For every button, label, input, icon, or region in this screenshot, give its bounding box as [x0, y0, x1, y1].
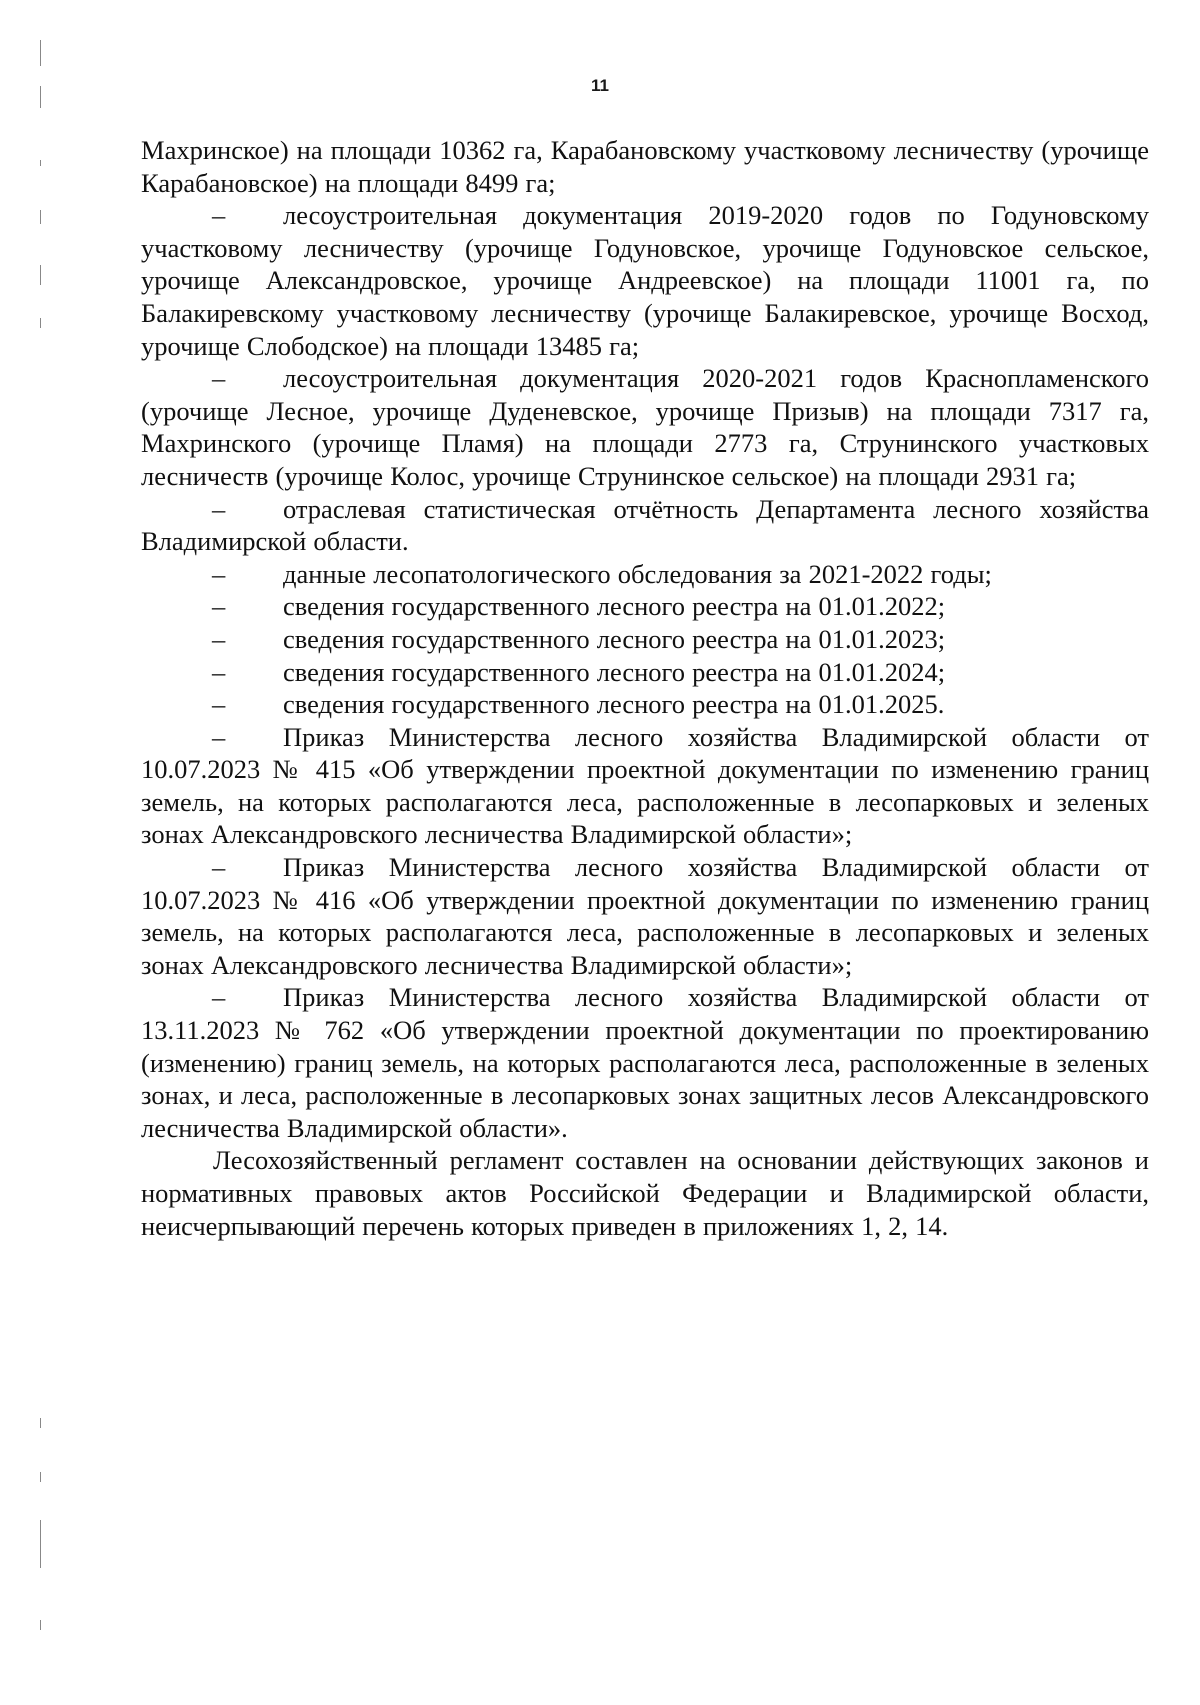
list-item — [141, 623, 1149, 656]
list-item-text: Приказ Министерства лесного хозяйства Владимирской области от 13.11.2023 № 762 «Об утверждении проектной документации по проектированию (изменению) границ земель, на которых располагаются леса, расположенные в зеленых зонах, и леса, расположенные в лесопарковых зонах защитных лесов Александровского лесничества Владимирской области». — [141, 982, 1149, 1143]
list-item — [141, 981, 1149, 1144]
list-item-text: отраслевая статистическая отчётность Департамента лесного хозяйства Владимирской области. — [141, 493, 1149, 557]
list-item — [141, 688, 1149, 721]
list-dash: – — [212, 558, 226, 589]
list-item-text: сведения государственного лесного реестра на 01.01.2022; — [283, 591, 946, 622]
paragraph-closing: Лесохозяйственный регламент составлен на основании действующих законов и нормативных правовых актов Российской Федерации и Владимирской области, неисчерпывающий перечень которых приведен в приложениях 1, 2, 14. — [141, 1145, 1149, 1241]
list-item — [141, 362, 1149, 492]
list-item — [141, 656, 1149, 689]
list-item-text: данные лесопатологического обследования за 2021-2022 годы; — [283, 558, 992, 589]
list-item — [141, 493, 1149, 558]
list-dash: – — [212, 721, 226, 752]
list-item-text: сведения государственного лесного реестра на 01.01.2025. — [283, 689, 945, 720]
page-number: 11 — [591, 76, 609, 95]
list-item-text: сведения государственного лесного реестра на 01.01.2023; — [283, 623, 946, 654]
list-dash: – — [212, 493, 226, 524]
list-item — [141, 199, 1149, 362]
list-item-text: лесоустроительная документация 2019-2020 годов по Годуновскому участковому лесничеству (урочище Годуновское, урочище Годуновское сельское, урочище Александровское, урочище Андреевское) на площади 11001 га, по Балакиревскому участковому лесничеству (урочище Балакиревское, урочище Восход, урочище Слободское) на площади 13485 га; — [141, 200, 1149, 361]
list-dash: – — [212, 656, 226, 687]
list-item-text: Приказ Министерства лесного хозяйства Владимирской области от 10.07.2023 № 415 «Об утверждении проектной документации по изменению границ земель, на которых располагаются леса, расположенные в лесопарковых и зеленых зонах Александровского лесничества Владимирской области»; — [141, 721, 1149, 850]
list-dash: – — [212, 363, 226, 394]
list-item-text: лесоустроительная документация 2020-2021 годов Краснопламенского (урочище Лесное, урочище Дуденевское, урочище Призыв) на площади 7317 га, Махринского (урочище Пламя) на площади 2773 га, Струнинского участковых лесничеств (урочище Колос, урочище Струнинское сельское) на площади 2931 га; — [141, 363, 1149, 491]
list-dash: – — [212, 689, 226, 720]
list-item — [141, 590, 1149, 623]
document-body — [141, 134, 1149, 1242]
list-item — [141, 721, 1149, 851]
list-dash: – — [212, 200, 226, 231]
list-dash: – — [212, 623, 226, 654]
list-dash: – — [212, 982, 226, 1013]
scan-margin-marks — [40, 0, 46, 1705]
list-item — [141, 851, 1149, 981]
list-item-text: Приказ Министерства лесного хозяйства Владимирской области от 10.07.2023 № 416 «Об утверждении проектной документации по изменению границ земель, на которых располагаются леса, расположенные в лесопарковых и зеленых зонах Александровского лесничества Владимирской области»; — [141, 852, 1149, 980]
list-item-text: сведения государственного лесного реестра на 01.01.2024; — [283, 656, 946, 687]
list-item — [141, 558, 1149, 591]
list-dash: – — [212, 591, 226, 622]
list-dash: – — [212, 852, 226, 883]
paragraph-continuation: Махринское) на площади 10362 га, Карабановскому участковому лесничеству (урочище Карабановское) на площади 8499 га; — [141, 135, 1149, 198]
